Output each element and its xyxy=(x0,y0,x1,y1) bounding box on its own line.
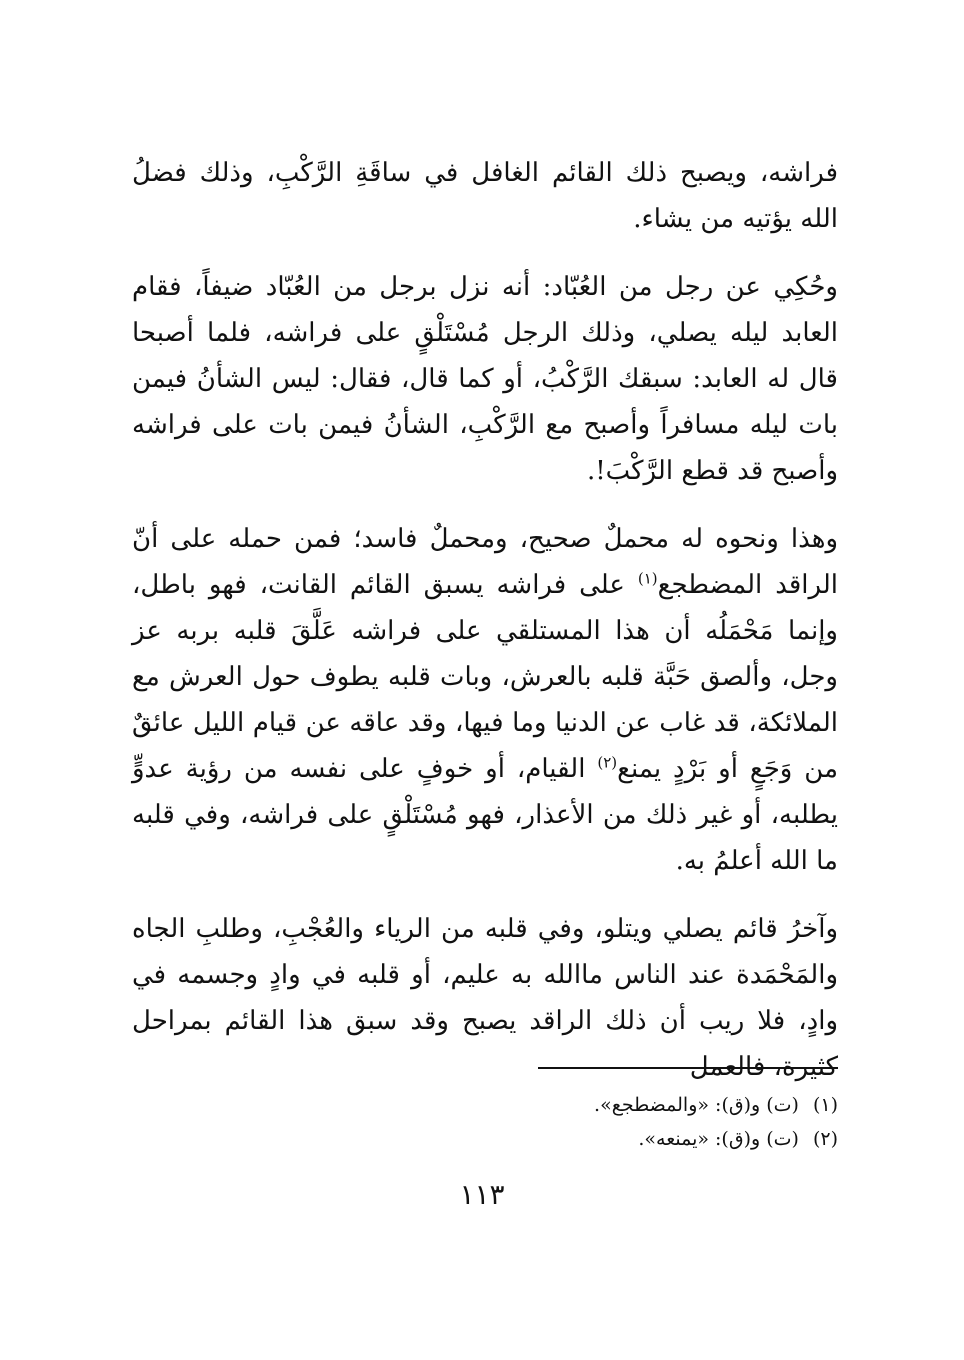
footnote-1 xyxy=(238,1088,838,1122)
footnote-1-number: (١) xyxy=(812,1094,838,1116)
footnote-ref-1: (١) xyxy=(637,569,658,588)
paragraph-2-text: وحُكِي عن رجل من العُبّاد: أنه نزل برجل من العُبّاد ضيفاً، فقام العابد ليله يصلي، وذلك الرجل مُسْتَلْقٍ على فراشه، فلما أصبحا قال له العابد: سبقك الرَّكْبُ، أو كما قال، فقال: ليس الشأنُ فيمن بات ليله مسافراً وأصبح مع الرَّكْبِ، الشأنُ فيمن بات على فراشه وأصبح قد قطع الرَّكْبَ!. xyxy=(132,272,838,486)
footnote-2-number: (٢) xyxy=(812,1128,838,1150)
paragraph-1 xyxy=(132,150,838,242)
paragraph-3-text-middle: على فراشه يسبق القائم القانت، فهو باطل، وإنما مَحْمَلُه أن هذا المستلقي على فراشه عَلَّقَ قلبه بربه عز وجل، وألصق حَبَّة قلبه بالعرش، وبات قلبه يطوف حول العرش مع الملائكة، قد غاب عن الدنيا وما فيها، وقد عاقه عن قيام الليل عائقٌ من وَجَعٍ أو بَرْدٍ يمنع xyxy=(132,570,838,784)
footnote-1-text: (ت) و(ق): «والمضطجع». xyxy=(594,1094,799,1116)
paragraph-3-text-before: وهذا ونحوه له محملٌ صحيح، ومحملٌ فاسد؛ فمن حمله على أنّ الراقد المضطجع xyxy=(132,524,838,600)
footnote-ref-2: (٢) xyxy=(597,753,618,772)
paragraph-4-text: وآخرُ قائم يصلي ويتلو، وفي قلبه من الرياء والعُجْبِ، وطلبِ الجاه والمَحْمَدة عند الناس ماالله به عليم، أو قلبه في وادٍ وجسمه في وادٍ، فلا ريب أن ذلك الراقد يصبح وقد سبق هذا القائم بمراحل كثيرة، فالعمل xyxy=(132,914,838,1082)
page-number: ١١٣ xyxy=(459,1178,505,1211)
paragraph-3 xyxy=(132,516,838,884)
page-body xyxy=(132,150,838,1112)
footnote-2 xyxy=(238,1122,838,1156)
footnote-separator xyxy=(538,1067,838,1069)
footnote-2-text: (ت) و(ق): «يمنعه». xyxy=(638,1128,799,1150)
paragraph-4 xyxy=(132,906,838,1090)
paragraph-1-text: فراشه، ويصبح ذلك القائم الغافل في ساقَةِ الرَّكْبِ، وذلك فضلُ الله يؤتيه من يشاء. xyxy=(132,158,838,234)
paragraph-3-text-after: القيام، أو خوفٍ على نفسه من رؤية عدوٍّ يطلبه، أو غير ذلك من الأعذار، فهو مُسْتَلْقٍ على فراشه، وفي قلبه ما الله أعلمُ به. xyxy=(132,754,838,876)
footnotes xyxy=(238,1088,838,1156)
paragraph-2 xyxy=(132,264,838,494)
